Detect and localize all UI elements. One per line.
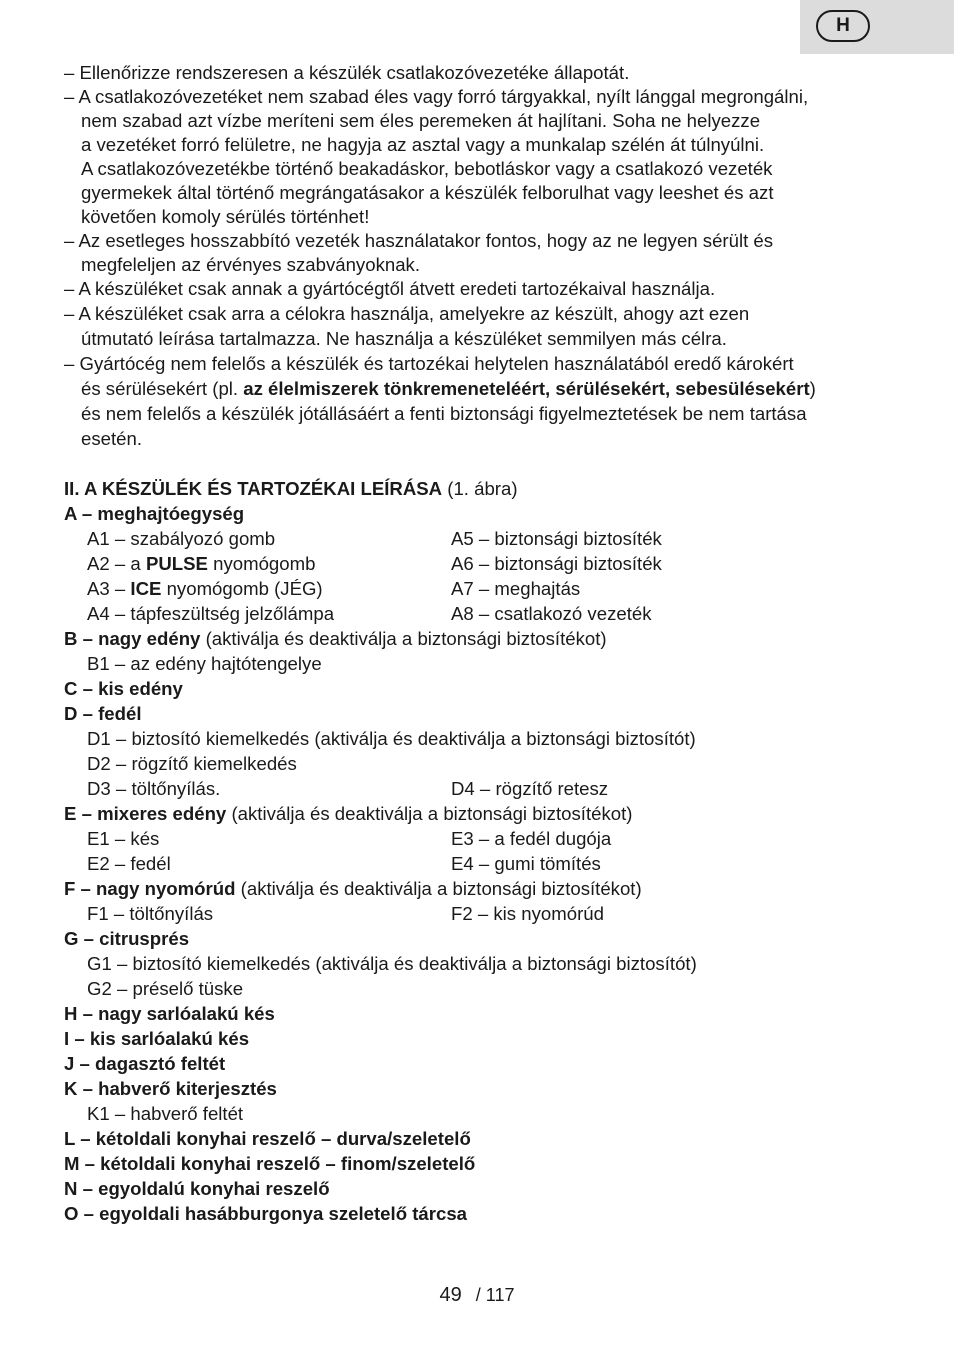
part-e3: E3 – a fedél dugója xyxy=(451,828,612,849)
part-title: F – nagy nyomórúd xyxy=(64,878,236,899)
warning-line: – Gyártócég nem felelős a készülék és tartozékai helytelen használatából eredő károkért xyxy=(64,353,794,374)
part-title: E – mixeres edény xyxy=(64,803,227,824)
warning-line: – Az esetleges hosszabbító vezeték használatakor fontos, hogy az ne legyen sérült és xyxy=(64,230,774,251)
part-heading-e xyxy=(64,801,632,826)
part-text: nyomógomb (JÉG) xyxy=(161,578,323,599)
part-b1: B1 – az edény hajtótengelye xyxy=(87,653,322,674)
part-note: (aktiválja és deaktiválja a biztonsági biztosítékot) xyxy=(235,878,642,899)
part-heading-g: G – citrusprés xyxy=(64,928,190,949)
part-a1: A1 – szabályozó gomb xyxy=(87,528,276,549)
part-heading-j: J – dagasztó feltét xyxy=(64,1053,226,1074)
part-e2: E2 – fedél xyxy=(87,853,171,874)
part-f1: F1 – töltőnyílás xyxy=(87,903,214,924)
part-d4: D4 – rögzítő retesz xyxy=(451,778,609,799)
language-badge: H xyxy=(816,10,870,42)
section-title: II. A KÉSZÜLÉK ÉS TARTOZÉKAI LEÍRÁSA xyxy=(64,478,443,499)
part-a3 xyxy=(87,576,323,601)
page-footer xyxy=(0,1284,954,1307)
part-heading-l: L – kétoldali konyhai reszelő – durva/szeletelő xyxy=(64,1128,471,1149)
warning-line: A csatlakozóvezetékbe történő beakadáskor, bebotláskor vagy a csatlakozó vezeték xyxy=(81,158,773,179)
warning-bold-text: az élelmiszerek tönkremeneteléért, sérülésekért, sebesülésekért xyxy=(243,378,810,399)
section-figure-ref: (1. ábra) xyxy=(442,478,518,499)
part-heading-f xyxy=(64,876,642,901)
part-a4: A4 – tápfeszültség jelzőlámpa xyxy=(87,603,335,624)
page-number: 49 xyxy=(439,1284,462,1306)
part-text: nyomógomb xyxy=(207,553,316,574)
part-heading-n: N – egyoldalú konyhai reszelő xyxy=(64,1178,330,1199)
warning-line: megfeleljen az érvényes szabványoknak. xyxy=(81,254,421,275)
part-d1: D1 – biztosító kiemelkedés (aktiválja és deaktiválja a biztonsági biztosítót) xyxy=(87,728,696,749)
part-heading-k: K – habverő kiterjesztés xyxy=(64,1078,277,1099)
part-a7: A7 – meghajtás xyxy=(451,578,581,599)
warning-line: útmutató leírása tartalmazza. Ne használja a készüléket semmilyen más célra. xyxy=(81,328,727,349)
warning-line: a vezetéket forró felületre, ne hagyja az asztal vagy a munkalap szélén át túlnyúlni. xyxy=(81,134,765,155)
warning-line: nem szabad azt vízbe meríteni sem éles peremeken át hajlítani. Soha ne helyezze xyxy=(81,110,761,131)
part-a2 xyxy=(87,551,315,576)
part-d2: D2 – rögzítő kiemelkedés xyxy=(87,753,297,774)
part-g1: G1 – biztosító kiemelkedés (aktiválja és deaktiválja a biztonsági biztosítót) xyxy=(87,953,697,974)
page-total: / 117 xyxy=(475,1285,515,1305)
warning-line: – A csatlakozóvezetéket nem szabad éles vagy forró tárgyakkal, nyílt lánggal megrongálni, xyxy=(64,86,809,107)
part-e4: E4 – gumi tömítés xyxy=(451,853,601,874)
pulse-label: PULSE xyxy=(145,553,208,574)
part-g2: G2 – préselő tüske xyxy=(87,978,244,999)
part-d3: D3 – töltőnyílás. xyxy=(87,778,221,799)
warning-text: és sérülésekért (pl. xyxy=(81,378,244,399)
part-heading-h: H – nagy sarlóalakú kés xyxy=(64,1003,275,1024)
part-text: A3 – xyxy=(87,578,131,599)
warning-line: – Ellenőrizze rendszeresen a készülék csatlakozóvezetéke állapotát. xyxy=(64,62,630,83)
warning-line: követően komoly sérülés történhet! xyxy=(81,206,370,227)
part-heading-d: D – fedél xyxy=(64,703,142,724)
part-e1: E1 – kés xyxy=(87,828,160,849)
part-heading-i: I – kis sarlóalakú kés xyxy=(64,1028,250,1049)
part-a5: A5 – biztonsági biztosíték xyxy=(451,528,662,549)
section-heading xyxy=(64,476,518,501)
part-heading-o: O – egyoldali hasábburgonya szeletelő tárcsa xyxy=(64,1203,468,1224)
part-note: (aktiválja és deaktiválja a biztonsági biztosítékot) xyxy=(226,803,633,824)
warning-line-emphasis xyxy=(81,376,816,401)
part-k1: K1 – habverő feltét xyxy=(87,1103,244,1124)
part-heading-c: C – kis edény xyxy=(64,678,183,699)
warning-line: – A készüléket csak annak a gyártócégtől átvett eredeti tartozékaival használja. xyxy=(64,278,716,299)
warning-line: – A készüléket csak arra a célokra használja, amelyekre az készült, ahogy azt ezen xyxy=(64,303,750,324)
part-heading-a: A – meghajtóegység xyxy=(64,503,245,524)
part-title: B – nagy edény xyxy=(64,628,201,649)
warning-line: esetén. xyxy=(81,428,142,449)
part-a6: A6 – biztonsági biztosíték xyxy=(451,553,662,574)
part-note: (aktiválja és deaktiválja a biztonsági biztosítékot) xyxy=(200,628,607,649)
part-a8: A8 – csatlakozó vezeték xyxy=(451,603,652,624)
language-tab xyxy=(800,0,954,54)
warning-line: és nem felelős a készülék jótállásáért a fenti biztonsági figyelmeztetések be nem tartása xyxy=(81,403,807,424)
part-text: A2 – a xyxy=(87,553,146,574)
ice-label: ICE xyxy=(130,578,162,599)
part-heading-m: M – kétoldali konyhai reszelő – finom/szeletelő xyxy=(64,1153,476,1174)
warning-text: ) xyxy=(809,378,816,399)
part-f2: F2 – kis nyomórúd xyxy=(451,903,604,924)
warning-line: gyermekek által történő megrángatásakor a készülék felborulhat vagy leeshet és azt xyxy=(81,182,774,203)
part-heading-b xyxy=(64,626,607,651)
